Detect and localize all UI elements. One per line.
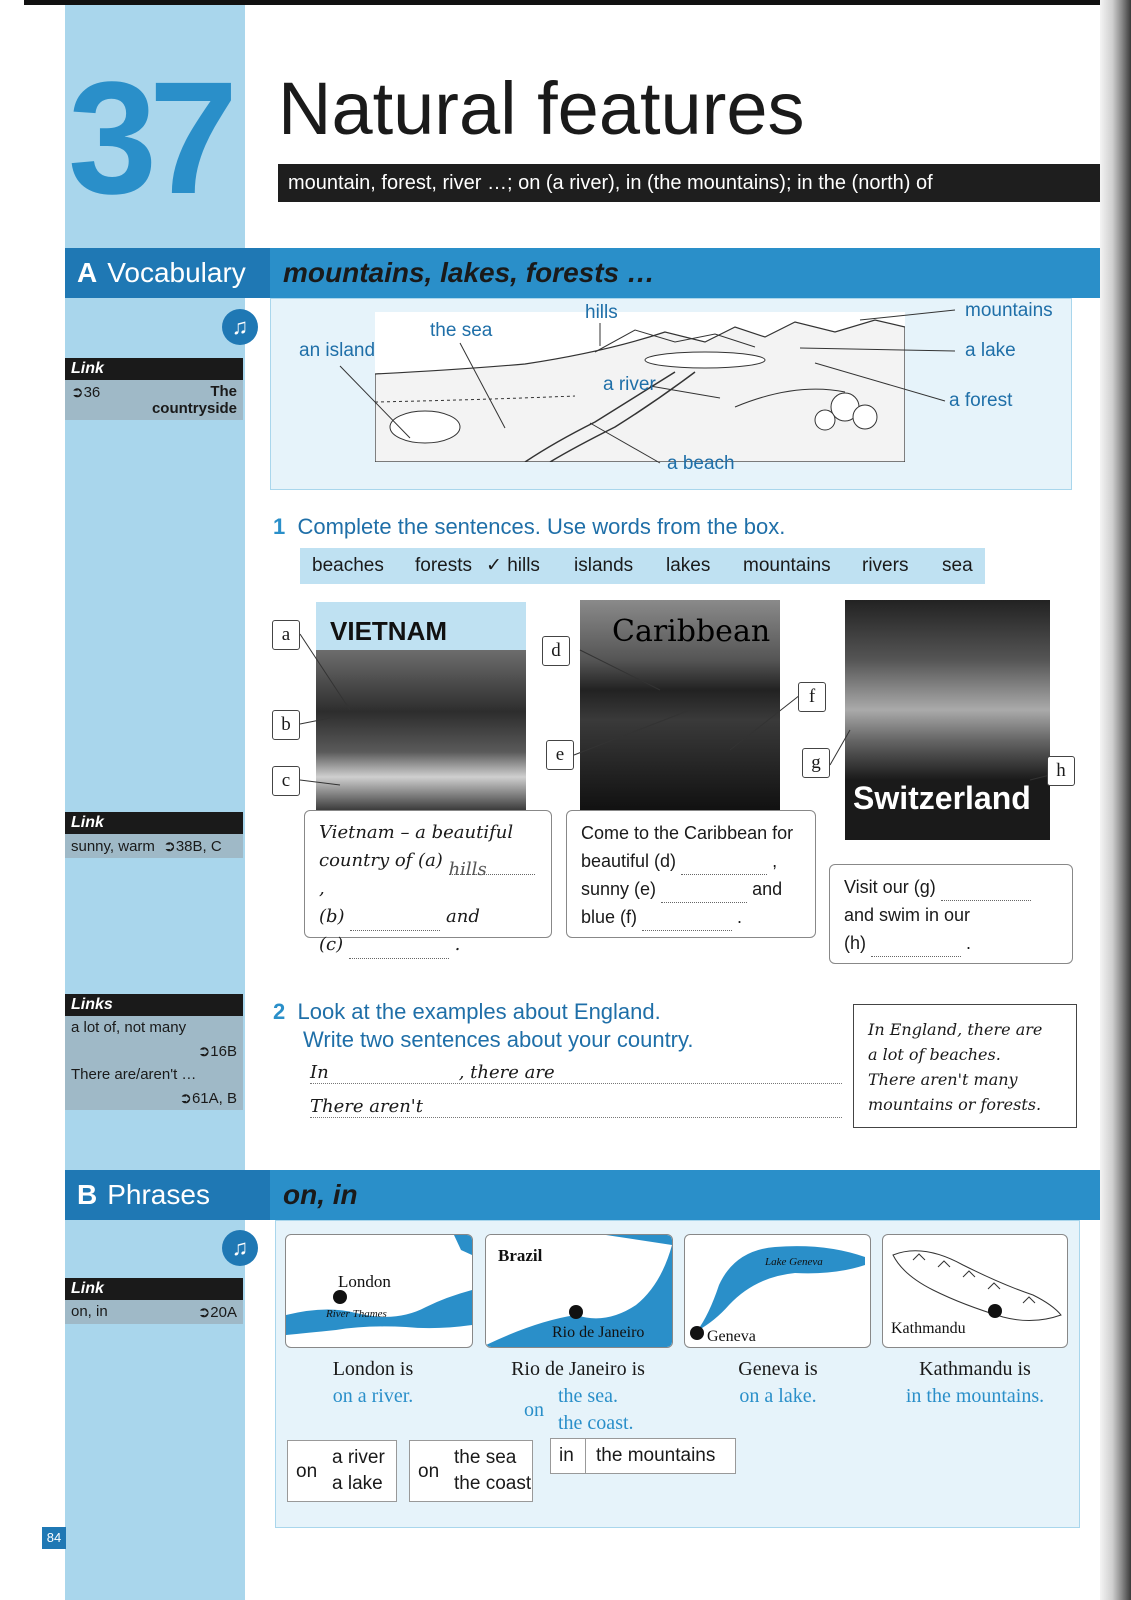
writing-line-1[interactable]: In , there are xyxy=(310,1062,842,1084)
answer-blank-b[interactable] xyxy=(350,912,440,931)
example-line: a lot of beaches. xyxy=(868,1045,1001,1064)
vietnam-card xyxy=(304,810,552,955)
answer-blank-e[interactable] xyxy=(661,884,747,903)
label-river: a river xyxy=(603,374,656,395)
answer-marker-f: f xyxy=(798,682,826,712)
caption-line: Geneva is xyxy=(738,1358,818,1380)
page-number: 84 xyxy=(42,1527,66,1549)
phrase-noun: a lake xyxy=(332,1473,383,1494)
section-a-header xyxy=(65,248,1100,298)
section-b-label xyxy=(65,1170,270,1220)
label-lake: a lake xyxy=(965,340,1016,361)
answer-blank-f[interactable] xyxy=(642,912,732,931)
phrase-prep: on xyxy=(418,1461,440,1482)
label-mountains: mountains xyxy=(965,300,1053,321)
page-gutter xyxy=(1100,0,1131,1600)
caption-line: on a river. xyxy=(332,1385,414,1407)
card-line: sunny (e) and xyxy=(581,875,801,903)
map-city-label: Kathmandu xyxy=(891,1320,966,1337)
caption-line: the sea. xyxy=(558,1385,618,1407)
map-city-label: Geneva xyxy=(707,1328,756,1345)
answer-marker-g: g xyxy=(802,748,830,778)
caption-line: Kathmandu is xyxy=(919,1358,1031,1380)
page-title: Natural features xyxy=(278,67,805,150)
label-hills: hills xyxy=(585,302,618,323)
example-line: mountains or forests. xyxy=(868,1095,1042,1114)
word: islands xyxy=(574,555,634,576)
map-city-label: Rio de Janeiro xyxy=(552,1324,645,1341)
map-london xyxy=(285,1234,473,1348)
example-line: In England, there are xyxy=(868,1020,1043,1039)
link-box xyxy=(65,358,243,420)
audio-icon[interactable]: ♫ xyxy=(222,309,258,345)
audio-icon[interactable]: ♫ xyxy=(222,1230,258,1266)
map-caption xyxy=(285,1356,461,1410)
phrase-noun: a river xyxy=(332,1447,385,1468)
phrase-noun: the coast xyxy=(454,1473,532,1494)
card-line: (c) . xyxy=(319,931,537,959)
answer-blank-d[interactable] xyxy=(681,856,767,875)
switzerland-card xyxy=(829,864,1073,964)
card-line: blue (f) . xyxy=(581,903,801,931)
example-note xyxy=(853,1004,1077,1128)
section-letter: B xyxy=(77,1179,98,1210)
phrase-prep: in xyxy=(559,1445,574,1466)
caption-line: on xyxy=(524,1399,544,1421)
label-island: an island xyxy=(299,340,376,361)
unit-number: 37 xyxy=(68,48,230,227)
answer-blank-c[interactable] xyxy=(349,940,449,959)
phrase-prep: on xyxy=(296,1461,318,1482)
section-b-subtitle: on, in xyxy=(283,1179,358,1210)
label-beach: a beach xyxy=(667,453,735,474)
example-line: There aren't many xyxy=(868,1070,1018,1089)
photo-caption: Switzerland xyxy=(853,780,1031,816)
card-line: Visit our (g) xyxy=(844,873,1058,901)
photo-caption: VIETNAM xyxy=(330,616,447,646)
card-line: (b) and xyxy=(319,903,537,931)
link-row[interactable]: on, in ➲20A xyxy=(71,1303,237,1321)
map-caption xyxy=(885,1356,1065,1410)
phrase-noun: the sea xyxy=(454,1447,517,1468)
map-feature-label: Lake Geneva xyxy=(765,1256,823,1268)
map-brazil xyxy=(485,1234,673,1348)
link-text: There are/aren't … xyxy=(71,1066,197,1083)
label-sea: the sea xyxy=(430,320,493,341)
map-country-label: Brazil xyxy=(498,1246,543,1265)
link-box xyxy=(65,1278,243,1324)
section-letter: A xyxy=(77,257,98,288)
card-line: and swim in our xyxy=(844,905,971,925)
exercise-1-instruction: 1 Complete the sentences. Use words from the box. xyxy=(273,514,786,539)
label-forest: a forest xyxy=(949,390,1013,411)
answer-marker-d: d xyxy=(542,636,570,666)
link-box xyxy=(65,812,243,858)
card-line: Come to the Caribbean for xyxy=(581,823,794,843)
card-line: (h) . xyxy=(844,929,1058,957)
link-ref[interactable]: ➲61A, B xyxy=(179,1090,237,1107)
section-name: Vocabulary xyxy=(107,257,246,288)
answer-blank-h[interactable] xyxy=(871,938,961,957)
section-b-header xyxy=(65,1170,1100,1220)
writing-line-2[interactable]: There aren't xyxy=(310,1096,842,1118)
word: rivers xyxy=(862,555,909,576)
section-name: Phrases xyxy=(107,1179,210,1210)
map-caption xyxy=(688,1356,868,1410)
link-ref[interactable]: ➲16B xyxy=(197,1043,237,1060)
map-feature-label: River Thames xyxy=(326,1308,387,1320)
answer-marker-b: b xyxy=(272,710,300,740)
answer-blank-g[interactable] xyxy=(941,882,1031,901)
phrase-box xyxy=(550,1438,736,1474)
answer-marker-e: e xyxy=(546,740,574,770)
section-a-subtitle: mountains, lakes, forests … xyxy=(283,257,655,288)
link-ref[interactable]: ➲36 xyxy=(71,384,101,401)
link-row[interactable]: sunny, warm ➲38B, C xyxy=(71,838,222,855)
answer-marker-c: c xyxy=(272,766,300,796)
phrase-noun: the mountains xyxy=(596,1445,716,1466)
link-heading: Link xyxy=(65,1278,243,1300)
word: mountains xyxy=(743,555,831,576)
link-text: The countryside xyxy=(151,383,237,417)
caption-line: on a lake. xyxy=(739,1385,817,1407)
card-line: beautiful (d) , xyxy=(581,847,801,875)
map-geneva xyxy=(684,1234,871,1348)
map-city-label: London xyxy=(338,1272,391,1291)
card-line: country of (a) hills , xyxy=(319,847,537,903)
unit-subtitle: mountain, forest, river …; on (a river), in (the mountains); in the (north) of xyxy=(278,164,1100,202)
word: forests xyxy=(415,555,473,576)
exercise-2-instruction: 2 Look at the examples about England. Write two sentences about your country. xyxy=(273,999,694,1052)
answer-marker-a: a xyxy=(272,620,300,650)
link-heading: Links xyxy=(65,994,243,1016)
caption-line: Rio de Janeiro is xyxy=(511,1358,645,1380)
link-text: a lot of, not many xyxy=(71,1019,187,1036)
word: beaches xyxy=(312,555,384,576)
link-box xyxy=(65,994,243,1110)
card-line: Vietnam – a beautiful xyxy=(319,822,514,843)
caribbean-card xyxy=(566,810,816,938)
caption-line: the coast. xyxy=(558,1412,634,1434)
word-box xyxy=(300,548,985,584)
word: ✓ hills xyxy=(486,555,540,576)
caption-line: in the mountains. xyxy=(905,1385,1045,1407)
section-a-label xyxy=(65,248,270,298)
left-sidebar xyxy=(65,5,245,1600)
map-caption xyxy=(490,1356,666,1437)
word: lakes xyxy=(666,555,711,576)
word: sea xyxy=(942,555,973,576)
photo-caption: Caribbean xyxy=(612,614,771,649)
phrase-box xyxy=(409,1440,533,1502)
link-heading: Link xyxy=(65,812,243,834)
answer-marker-h: h xyxy=(1047,756,1075,786)
phrase-box xyxy=(287,1440,397,1502)
map-kathmandu xyxy=(882,1234,1068,1348)
photo-pointer-lines xyxy=(270,600,1100,800)
caption-line: London is xyxy=(332,1358,414,1380)
answer-blank-a[interactable]: hills xyxy=(449,856,535,875)
link-heading: Link xyxy=(65,358,243,380)
